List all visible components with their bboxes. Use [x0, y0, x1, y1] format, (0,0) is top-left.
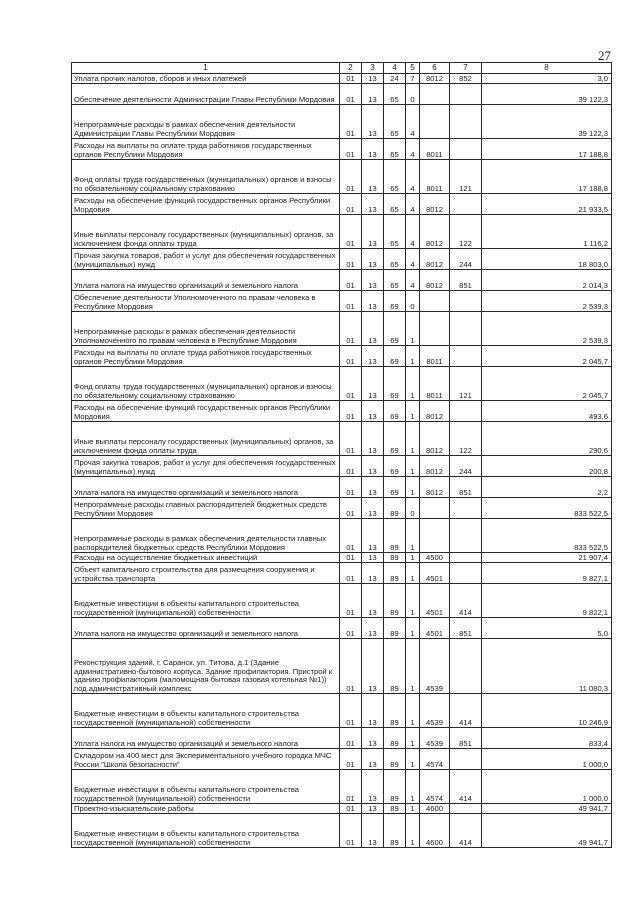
code-c5: 1 [406, 584, 420, 618]
code-c5: 1 [406, 422, 420, 456]
code-c5: 1 [406, 563, 420, 584]
table-row [72, 456, 612, 477]
row-name: Непрограммные расходы главных распорядителей бюджетных средств Республики Мордовия [72, 498, 340, 519]
code-c2: 01 [340, 477, 362, 498]
table-row [72, 618, 612, 639]
code-c3: 13 [362, 563, 384, 584]
code-c3: 13 [362, 160, 384, 194]
code-c4: 65 [384, 160, 406, 194]
code-c6: 4600 [420, 814, 450, 848]
code-c4: 69 [384, 312, 406, 346]
table-row [72, 367, 612, 401]
row-name: Бюджетные инвестиции в объекты капитального строительства государственной (муниципальной) собственности [72, 584, 340, 618]
code-c6: 8012 [420, 194, 450, 215]
row-name: Объект капитального строительства для размещения сооружения и устройства транспорта [72, 563, 340, 584]
row-sum: 5,0 [482, 618, 612, 639]
code-c5: 4 [406, 194, 420, 215]
code-c2: 01 [340, 639, 362, 694]
code-c3: 13 [362, 84, 384, 105]
table-row [72, 749, 612, 770]
code-c3: 13 [362, 519, 384, 553]
code-c6 [420, 519, 450, 553]
code-c6: 8011 [420, 367, 450, 401]
code-c5: 1 [406, 804, 420, 814]
row-name: Бюджетные инвестиции в объекты капитального строительства государственной (муниципальной) собственности [72, 770, 340, 804]
row-name: Расходы на обеспечение функций государственных органов Республики Мордовия [72, 401, 340, 422]
code-c3: 13 [362, 139, 384, 160]
code-c2: 01 [340, 584, 362, 618]
code-c3: 13 [362, 215, 384, 249]
code-c2: 01 [340, 694, 362, 728]
row-name: Иные выплаты персоналу государственных (муниципальных) органов, за исключением фонда оплаты труда [72, 422, 340, 456]
code-c7: 121 [450, 160, 482, 194]
code-c2: 01 [340, 105, 362, 139]
row-sum: 1 000,0 [482, 749, 612, 770]
code-c5: 1 [406, 456, 420, 477]
code-c5: 4 [406, 160, 420, 194]
code-c2: 01 [340, 422, 362, 456]
table-row [72, 291, 612, 312]
code-c5: 7 [406, 74, 420, 84]
code-c6 [420, 498, 450, 519]
budget-table [71, 62, 612, 848]
row-name: Прочая закупка товаров, работ и услуг для обеспечения государственных (муниципальных) нужд [72, 249, 340, 270]
code-c4: 65 [384, 249, 406, 270]
row-name: Расходы на выплаты по оплате труда работников государственных органов Республики Мордовия [72, 346, 340, 367]
code-c4: 69 [384, 477, 406, 498]
row-sum: 10 246,9 [482, 694, 612, 728]
table-row [72, 694, 612, 728]
row-name: Реконструкция зданий, г. Саранск, ул. Титова, д.1 (Здание административно-бытового корпуса. Здание профилактория. Пристрой к зданию профилактория (маломощная бытовая газовая котельная №1)) под административный комплекс [72, 639, 340, 694]
code-c5: 1 [406, 346, 420, 367]
code-c2: 01 [340, 291, 362, 312]
code-c7 [450, 498, 482, 519]
code-c5: 1 [406, 694, 420, 728]
code-c4: 69 [384, 367, 406, 401]
code-c7: 851 [450, 477, 482, 498]
code-c2: 01 [340, 553, 362, 563]
row-sum: 21 907,4 [482, 553, 612, 563]
code-c5: 1 [406, 367, 420, 401]
row-sum: 17 188,8 [482, 160, 612, 194]
code-c6: 8012 [420, 74, 450, 84]
code-c4: 89 [384, 519, 406, 553]
code-c7: 851 [450, 728, 482, 749]
table-row [72, 346, 612, 367]
row-name: Уплата налога на имущество организаций и земельного налога [72, 477, 340, 498]
row-name: Непрограммные расходы в рамках обеспечения деятельности Уполномоченного по правам человека в Республике Мордовия [72, 312, 340, 346]
header-cell: 5 [406, 63, 420, 74]
row-sum: 39 122,3 [482, 84, 612, 105]
row-sum: 493,6 [482, 401, 612, 422]
row-name: Расходы на осуществление бюджетных инвестиций [72, 553, 340, 563]
code-c4: 69 [384, 291, 406, 312]
table-row [72, 215, 612, 249]
code-c3: 13 [362, 312, 384, 346]
table-row [72, 249, 612, 270]
code-c5: 1 [406, 401, 420, 422]
table-row [72, 553, 612, 563]
code-c6: 8012 [420, 401, 450, 422]
code-c5: 1 [406, 477, 420, 498]
code-c6: 8012 [420, 477, 450, 498]
row-sum: 2 014,3 [482, 270, 612, 291]
code-c7 [450, 553, 482, 563]
table-row [72, 105, 612, 139]
code-c7: 244 [450, 249, 482, 270]
code-c6: 4501 [420, 618, 450, 639]
code-c2: 01 [340, 270, 362, 291]
code-c6: 4539 [420, 728, 450, 749]
code-c4: 65 [384, 84, 406, 105]
code-c5: 1 [406, 618, 420, 639]
code-c3: 13 [362, 804, 384, 814]
code-c3: 13 [362, 477, 384, 498]
table-row [72, 270, 612, 291]
code-c7: 852 [450, 74, 482, 84]
row-name: Бюджетные инвестиции в объекты капитального строительства государственной (муниципальной) собственности [72, 814, 340, 848]
code-c3: 13 [362, 291, 384, 312]
page-number: 27 [598, 48, 611, 63]
code-c7 [450, 804, 482, 814]
table-row [72, 563, 612, 584]
row-sum: 21 933,5 [482, 194, 612, 215]
table-row [72, 519, 612, 553]
code-c4: 89 [384, 770, 406, 804]
table-row [72, 160, 612, 194]
code-c7 [450, 312, 482, 346]
code-c4: 65 [384, 139, 406, 160]
code-c7: 414 [450, 694, 482, 728]
code-c3: 13 [362, 194, 384, 215]
row-name: Уплата прочих налогов, сборов и иных платежей [72, 74, 340, 84]
row-name: Непрограммные расходы в рамках обеспечения деятельности главных распорядителей бюджетных средств Республики Мордовия [72, 519, 340, 553]
code-c4: 24 [384, 74, 406, 84]
code-c2: 01 [340, 160, 362, 194]
code-c3: 13 [362, 770, 384, 804]
table-row [72, 639, 612, 694]
code-c6 [420, 84, 450, 105]
code-c5: 0 [406, 84, 420, 105]
code-c3: 13 [362, 553, 384, 563]
code-c3: 13 [362, 618, 384, 639]
row-sum: 9 827,1 [482, 563, 612, 584]
table-row [72, 477, 612, 498]
code-c6: 8011 [420, 346, 450, 367]
code-c7 [450, 84, 482, 105]
code-c5: 0 [406, 291, 420, 312]
code-c7 [450, 194, 482, 215]
row-name: Фонд оплаты труда государственных (муниципальных) органов и взносы по обязательному социальному страхованию [72, 160, 340, 194]
code-c2: 01 [340, 814, 362, 848]
code-c3: 13 [362, 694, 384, 728]
code-c4: 89 [384, 749, 406, 770]
code-c7 [450, 639, 482, 694]
code-c5: 1 [406, 728, 420, 749]
header-row [72, 63, 612, 74]
code-c6: 4501 [420, 584, 450, 618]
code-c2: 01 [340, 401, 362, 422]
row-name: Проектно-изыскательские работы [72, 804, 340, 814]
table-row [72, 194, 612, 215]
code-c6: 4539 [420, 694, 450, 728]
row-name: Непрограммные расходы в рамках обеспечения деятельности Администрации Главы Республики Мордовия [72, 105, 340, 139]
row-name: Расходы на обеспечение функций государственных органов Республики Мордовия [72, 194, 340, 215]
row-name: Бюджетные инвестиции в объекты капитального строительства государственной (муниципальной) собственности [72, 694, 340, 728]
code-c6: 8012 [420, 249, 450, 270]
code-c5: 1 [406, 312, 420, 346]
header-cell: 1 [72, 63, 340, 74]
code-c3: 13 [362, 270, 384, 291]
code-c5: 4 [406, 249, 420, 270]
code-c6: 4501 [420, 563, 450, 584]
code-c2: 01 [340, 749, 362, 770]
code-c3: 13 [362, 422, 384, 456]
row-sum: 2,2 [482, 477, 612, 498]
table-row [72, 498, 612, 519]
code-c5: 4 [406, 215, 420, 249]
row-sum: 49 941,7 [482, 814, 612, 848]
row-name: Складором на 400 мест для Экспериментального учебного городка МЧС России "Школа безопасности" [72, 749, 340, 770]
code-c7 [450, 563, 482, 584]
row-sum: 1 116,2 [482, 215, 612, 249]
code-c7: 414 [450, 584, 482, 618]
table-row [72, 814, 612, 848]
code-c3: 13 [362, 367, 384, 401]
code-c4: 89 [384, 498, 406, 519]
row-name: Уплата налога на имущество организаций и земельного налога [72, 270, 340, 291]
code-c5: 1 [406, 639, 420, 694]
table-row [72, 804, 612, 814]
code-c6 [420, 291, 450, 312]
code-c2: 01 [340, 519, 362, 553]
code-c4: 89 [384, 584, 406, 618]
code-c7 [450, 346, 482, 367]
code-c7: 244 [450, 456, 482, 477]
code-c2: 01 [340, 74, 362, 84]
code-c4: 89 [384, 694, 406, 728]
header-cell: 7 [450, 63, 482, 74]
code-c7: 414 [450, 770, 482, 804]
code-c7 [450, 519, 482, 553]
code-c2: 01 [340, 367, 362, 401]
row-name: Иные выплаты персоналу государственных (муниципальных) органов, за исключением фонда оплаты труда [72, 215, 340, 249]
code-c2: 01 [340, 312, 362, 346]
table-row [72, 312, 612, 346]
code-c7 [450, 401, 482, 422]
code-c4: 89 [384, 553, 406, 563]
row-sum: 1 000,0 [482, 770, 612, 804]
row-name: Обеспечение деятельности Администрации Главы Республики Мордовия [72, 84, 340, 105]
row-name: Уплата налога на имущество организаций и земельного налога [72, 618, 340, 639]
code-c5: 1 [406, 519, 420, 553]
code-c7: 121 [450, 367, 482, 401]
row-name: Фонд оплаты труда государственных (муниципальных) органов и взносы по обязательному социальному страхованию [72, 367, 340, 401]
row-sum: 18 803,0 [482, 249, 612, 270]
code-c3: 13 [362, 639, 384, 694]
code-c3: 13 [362, 456, 384, 477]
code-c5: 4 [406, 105, 420, 139]
row-name: Уплата налога на имущество организаций и земельного налога [72, 728, 340, 749]
code-c4: 89 [384, 563, 406, 584]
row-name: Обеспечение деятельности Уполномоченного по правам человека в Республике Мордовия [72, 291, 340, 312]
code-c2: 01 [340, 804, 362, 814]
code-c6: 8012 [420, 270, 450, 291]
code-c2: 01 [340, 194, 362, 215]
code-c2: 01 [340, 618, 362, 639]
table-row [72, 401, 612, 422]
code-c6 [420, 105, 450, 139]
table-row [72, 770, 612, 804]
code-c2: 01 [340, 215, 362, 249]
row-sum: 3,0 [482, 74, 612, 84]
code-c3: 13 [362, 105, 384, 139]
row-sum: 11 080,3 [482, 639, 612, 694]
header-cell: 2 [340, 63, 362, 74]
code-c2: 01 [340, 346, 362, 367]
row-name: Прочая закупка товаров, работ и услуг для обеспечения государственных (муниципальных) нужд [72, 456, 340, 477]
code-c7: 414 [450, 814, 482, 848]
row-sum: 200,8 [482, 456, 612, 477]
row-sum: 49 941,7 [482, 804, 612, 814]
code-c3: 13 [362, 249, 384, 270]
code-c3: 13 [362, 346, 384, 367]
code-c6: 8011 [420, 139, 450, 160]
code-c5: 1 [406, 770, 420, 804]
code-c4: 69 [384, 456, 406, 477]
table-row [72, 728, 612, 749]
code-c4: 69 [384, 346, 406, 367]
code-c4: 89 [384, 804, 406, 814]
code-c5: 4 [406, 139, 420, 160]
row-sum: 290,6 [482, 422, 612, 456]
header-cell: 4 [384, 63, 406, 74]
row-sum: 2 539,3 [482, 312, 612, 346]
table-row [72, 422, 612, 456]
code-c7: 851 [450, 618, 482, 639]
code-c4: 65 [384, 270, 406, 291]
header-cell: 8 [482, 63, 612, 74]
code-c6: 8012 [420, 215, 450, 249]
code-c4: 65 [384, 194, 406, 215]
code-c2: 01 [340, 498, 362, 519]
code-c2: 01 [340, 770, 362, 804]
code-c7 [450, 139, 482, 160]
code-c3: 13 [362, 401, 384, 422]
code-c2: 01 [340, 456, 362, 477]
table-row [72, 584, 612, 618]
code-c4: 65 [384, 105, 406, 139]
row-sum: 2 045,7 [482, 346, 612, 367]
code-c6: 4600 [420, 804, 450, 814]
code-c2: 01 [340, 84, 362, 105]
table-row [72, 74, 612, 84]
code-c7: 851 [450, 270, 482, 291]
code-c3: 13 [362, 584, 384, 618]
code-c3: 13 [362, 814, 384, 848]
code-c7 [450, 105, 482, 139]
row-sum: 17 188,8 [482, 139, 612, 160]
code-c6 [420, 312, 450, 346]
code-c5: 1 [406, 814, 420, 848]
code-c5: 1 [406, 553, 420, 563]
row-sum: 9 822,1 [482, 584, 612, 618]
code-c2: 01 [340, 563, 362, 584]
code-c6: 8012 [420, 456, 450, 477]
code-c6: 4539 [420, 639, 450, 694]
code-c4: 89 [384, 814, 406, 848]
row-sum: 39 122,3 [482, 105, 612, 139]
code-c4: 89 [384, 728, 406, 749]
code-c7 [450, 749, 482, 770]
row-sum: 2 045,7 [482, 367, 612, 401]
code-c3: 13 [362, 74, 384, 84]
header-cell: 6 [420, 63, 450, 74]
code-c6: 4500 [420, 553, 450, 563]
table-row [72, 139, 612, 160]
code-c4: 89 [384, 618, 406, 639]
code-c5: 4 [406, 270, 420, 291]
code-c7: 122 [450, 422, 482, 456]
code-c4: 69 [384, 401, 406, 422]
header-cell: 3 [362, 63, 384, 74]
code-c6: 4574 [420, 749, 450, 770]
code-c6: 4574 [420, 770, 450, 804]
code-c6: 8011 [420, 160, 450, 194]
code-c2: 01 [340, 249, 362, 270]
row-name: Расходы на выплаты по оплате труда работников государственных органов Республики Мордовия [72, 139, 340, 160]
code-c2: 01 [340, 139, 362, 160]
code-c2: 01 [340, 728, 362, 749]
row-sum: 833 522,5 [482, 498, 612, 519]
row-sum: 2 539,3 [482, 291, 612, 312]
code-c4: 65 [384, 215, 406, 249]
table-row [72, 84, 612, 105]
code-c7 [450, 291, 482, 312]
code-c4: 89 [384, 639, 406, 694]
row-sum: 833 522,5 [482, 519, 612, 553]
code-c3: 13 [362, 728, 384, 749]
code-c3: 13 [362, 498, 384, 519]
code-c7: 122 [450, 215, 482, 249]
code-c4: 69 [384, 422, 406, 456]
code-c6: 8012 [420, 422, 450, 456]
code-c3: 13 [362, 749, 384, 770]
row-sum: 833,4 [482, 728, 612, 749]
code-c5: 1 [406, 749, 420, 770]
code-c5: 0 [406, 498, 420, 519]
